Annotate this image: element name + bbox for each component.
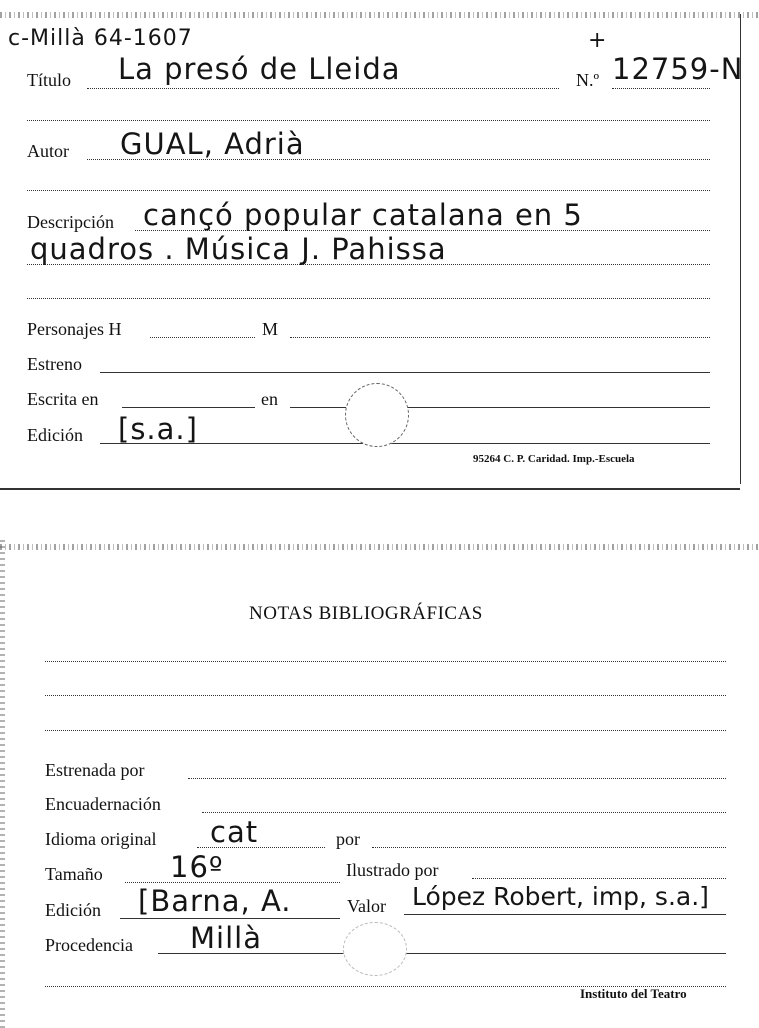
numero-line xyxy=(612,88,710,89)
annotation-top: c-Millà 64-1607 xyxy=(8,26,193,51)
blank-line-2 xyxy=(27,190,710,191)
descripcion-value-1: cançó popular catalana en 5 xyxy=(143,198,583,232)
numero-label: N.º xyxy=(576,70,600,90)
tamano-label: Tamaño xyxy=(45,864,103,884)
estreno-line xyxy=(100,372,710,373)
personajes-m-line xyxy=(290,337,710,338)
edicion-back-line xyxy=(120,918,340,919)
estrenada-label: Estrenada por xyxy=(45,760,145,780)
card-border-bottom xyxy=(0,488,740,490)
notas-line-2 xyxy=(45,695,726,696)
punch-hole xyxy=(343,922,407,976)
institution-imprint: Instituto del Teatro xyxy=(580,986,687,1001)
valor-value: López Robert, imp, s.a.] xyxy=(412,882,709,911)
titulo-line xyxy=(87,88,559,89)
idioma-value: cat xyxy=(210,815,259,849)
encuadernacion-line xyxy=(202,812,726,813)
escrita-en2-label: en xyxy=(261,389,278,409)
catalog-card-front xyxy=(0,0,759,495)
blank-line-1 xyxy=(27,120,710,121)
escrita-label: Escrita en xyxy=(27,389,99,409)
estrenada-line xyxy=(188,778,726,779)
card-edge-top xyxy=(0,544,759,550)
procedencia-label: Procedencia xyxy=(45,935,133,955)
descripcion-label: Descripción xyxy=(27,212,114,232)
edicion-label: Edición xyxy=(27,425,83,445)
numero-value: 12759-N xyxy=(612,52,744,86)
personajes-label: Personajes H xyxy=(27,319,122,339)
card-edge-left xyxy=(0,540,5,1028)
edicion-back-value: [Barna, A. xyxy=(138,884,292,918)
idioma-label: Idioma original xyxy=(45,829,157,849)
edicion-value: [s.a.] xyxy=(118,412,198,446)
escrita-line xyxy=(122,407,255,408)
catalog-card-back xyxy=(0,540,759,1028)
plus-mark: + xyxy=(588,28,608,53)
notas-line-1 xyxy=(45,661,726,662)
printer-imprint: 95264 C. P. Caridad. Imp.-Escuela xyxy=(473,453,635,465)
descripcion-value-2: quadros . Música J. Pahissa xyxy=(30,232,447,266)
notas-heading: NOTAS BIBLIOGRÁFICAS xyxy=(249,603,483,624)
autor-value: GUAL, Adrià xyxy=(120,127,305,161)
autor-label: Autor xyxy=(27,141,69,161)
tamano-value: 16º xyxy=(170,850,224,884)
estreno-label: Estreno xyxy=(27,354,82,374)
valor-line xyxy=(404,914,726,915)
notas-line-3 xyxy=(45,730,726,731)
edicion-back-label: Edición xyxy=(45,900,101,920)
blank-line-3 xyxy=(27,298,710,299)
valor-label: Valor xyxy=(347,896,386,916)
punch-hole xyxy=(345,383,409,447)
personajes-m-label: M xyxy=(262,319,279,339)
ilustrado-line xyxy=(472,878,726,879)
encuadernacion-label: Encuadernación xyxy=(45,794,161,814)
ilustrado-label: Ilustrado por xyxy=(346,860,439,880)
card-edge-top xyxy=(0,12,759,18)
tamano-line xyxy=(125,882,340,883)
procedencia-value: Millà xyxy=(190,921,262,955)
titulo-label: Título xyxy=(27,70,71,90)
titulo-value: La presó de Lleida xyxy=(118,52,401,86)
por-line xyxy=(372,847,726,848)
personajes-h-line xyxy=(150,337,255,338)
por-label: por xyxy=(336,829,360,849)
